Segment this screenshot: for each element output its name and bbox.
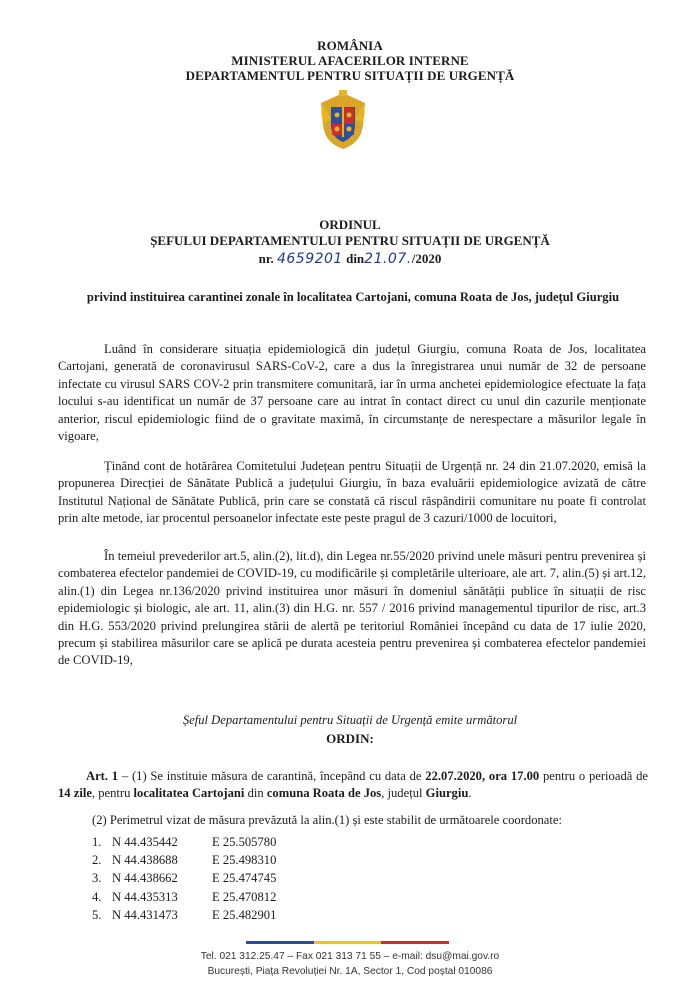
date-year: /2020: [411, 251, 442, 266]
coordinate-latitude: N 44.435442: [112, 835, 178, 849]
header-department: DEPARTAMENTUL PENTRU SITUAȚII DE URGENȚĂ: [185, 68, 515, 83]
quarantine-locality: localitatea Cartojani: [133, 786, 245, 801]
din-label: din: [346, 251, 365, 266]
coordinate-longitude: E 25.470812: [212, 889, 277, 904]
quarantine-start: 22.07.2020, ora 17.00: [425, 769, 540, 783]
flag-yellow-stripe: [314, 941, 382, 944]
flag-colors-rule: [246, 941, 449, 944]
paragraph-legal-basis: [58, 548, 646, 670]
coordinate-index: 5.: [92, 907, 102, 922]
paragraph-considerations: [58, 341, 646, 445]
paragraph-committee-decision: [58, 458, 646, 528]
document-subject: privind instituirea carantinei zonale în localitatea Cartojani, comuna Roata de Jos, județul Giurgiu: [86, 290, 620, 304]
header-country: ROMÂNIA: [317, 38, 383, 53]
coordinate-longitude: E 25.505780: [212, 835, 277, 849]
coordinate-row: [92, 906, 276, 924]
document-issuer-title: ȘEFULUI DEPARTAMENTULUI PENTRU SITUAȚII DE URGENȚĂ: [150, 233, 550, 248]
document-type-title: ORDINUL: [319, 217, 381, 232]
article-1-paragraph-1: [58, 768, 648, 803]
coordinate-row: [92, 869, 276, 887]
paragraph-text: Ținând cont de hotărârea Comitetului Județean pentru Situații de Urgență nr. 24 din 21.07.2020, emisă la propunerea Direcției de Sănătate Publică a județului Giurgiu, în baza evaluării epidemiologice avizată de către Institutul Național de Sănătate Publică, prin care se constată că riscul răspândirii comunitare nu poate fi controlat prin alte metode, iar procentul persoanelor infectate este peste pragul de 3 cazuri/1000 de locuitori,: [58, 459, 646, 526]
paragraph-text: Luând în considerare situația epidemiologică din județul Giurgiu, comuna Roata de Jos, localitatea Cartojani, generată de coronavirusul SARS-CoV-2, care a dus la înregistrarea unui număr de 32 de persoane infectate cu virusul SARS COV-2 prin transmitere comunitară, iar în urma anchetei epidemiologice efectuate la fața locului s-au identificat un număr de 37 persoane care au intrat în contact direct cu unul din cazurile menționate anterior, riscul epidemiologic fiind de o gravitate maximă, în circumstanțe de nerespectare a măsurilor legale în vigoare,: [58, 342, 646, 444]
coordinate-longitude: E 25.498310: [212, 853, 277, 868]
handwritten-date: 21.07.: [364, 251, 412, 267]
article-label: Art. 1: [86, 769, 119, 783]
article-text: .: [468, 786, 472, 801]
article-text: pentru o perioadă de: [539, 769, 648, 783]
coordinate-latitude: N 44.431473: [112, 907, 178, 922]
document-number-line: [0, 251, 700, 267]
order-heading: ORDIN:: [326, 731, 374, 746]
article-text: , județul: [381, 786, 426, 801]
handwritten-number: 4659201: [276, 251, 343, 267]
coordinate-longitude: E 25.474745: [212, 871, 277, 886]
coordinate-index: 3.: [92, 871, 102, 886]
flag-red-stripe: [381, 941, 449, 944]
paragraph-text: În temeiul prevederilor art.5, alin.(2), lit.d), din Legea nr.55/2020 privind unele măsuri pentru prevenirea și combaterea efectelor pandemiei de COVID-19, cu modificările și completările ulterioare, ale art. 7, alin.(5) și art.12, alin.(1) din Legea nr.136/2020 privind instituirea unor măsuri în domeniul sănătății publice în situații de risc epidemiologic și biologic, ale art. 11, alin.(3) din H.G. nr. 557 / 2016 privind managementul tipurilor de risc, art.3 din H.G. 553/2020 privind prelungirea stării de alertă pe teritoriul României începând cu data de 17 iulie 2020, precum și stabilirea măsurilor care se aplică pe durata acesteia pentru prevenirea și combaterea efectelor pandemiei de COVID-19,: [58, 549, 646, 668]
footer-contact: Tel. 021 312.25.47 – Fax 021 313 71 55 – e-mail: dsu@mai.gov.ro: [200, 951, 500, 962]
coordinate-latitude: N 44.438688: [112, 853, 178, 868]
coordinate-longitude: E 25.482901: [212, 907, 277, 922]
article-text: din: [244, 786, 267, 801]
coordinate-index: 2.: [92, 853, 102, 868]
header-ministry: MINISTERUL AFACERILOR INTERNE: [231, 53, 469, 68]
quarantine-county: Giurgiu: [425, 786, 469, 801]
coordinate-latitude: N 44.435313: [112, 889, 178, 904]
coordinate-row: [92, 888, 276, 906]
coordinate-latitude: N 44.438662: [112, 871, 178, 886]
quarantine-commune: comuna Roata de Jos: [266, 786, 382, 801]
footer-address: București, Piața Revoluției Nr. 1A, Sector 1, Cod poștal 010086: [207, 966, 493, 977]
issuer-statement: Șeful Departamentului pentru Situații de Urgență emite următorul: [182, 713, 518, 727]
flag-blue-stripe: [246, 941, 314, 944]
coordinates-list: [92, 833, 276, 924]
article-text: , pentru: [91, 786, 134, 801]
coordinate-index: 1.: [92, 835, 102, 849]
nr-label: nr.: [258, 251, 274, 266]
coordinate-row: [92, 833, 276, 851]
coordinate-index: 4.: [92, 889, 102, 904]
quarantine-duration: 14 zile: [58, 786, 92, 801]
article-1-paragraph-2: (2) Perimetrul vizat de măsura prevăzută la alin.(1) și este stabilit de următoarele coordonate:: [92, 813, 562, 827]
article-text: – (1) Se instituie măsura de carantină, începând cu data de: [118, 769, 426, 783]
coat-of-arms-icon: [317, 89, 369, 151]
coordinate-row: [92, 851, 276, 869]
